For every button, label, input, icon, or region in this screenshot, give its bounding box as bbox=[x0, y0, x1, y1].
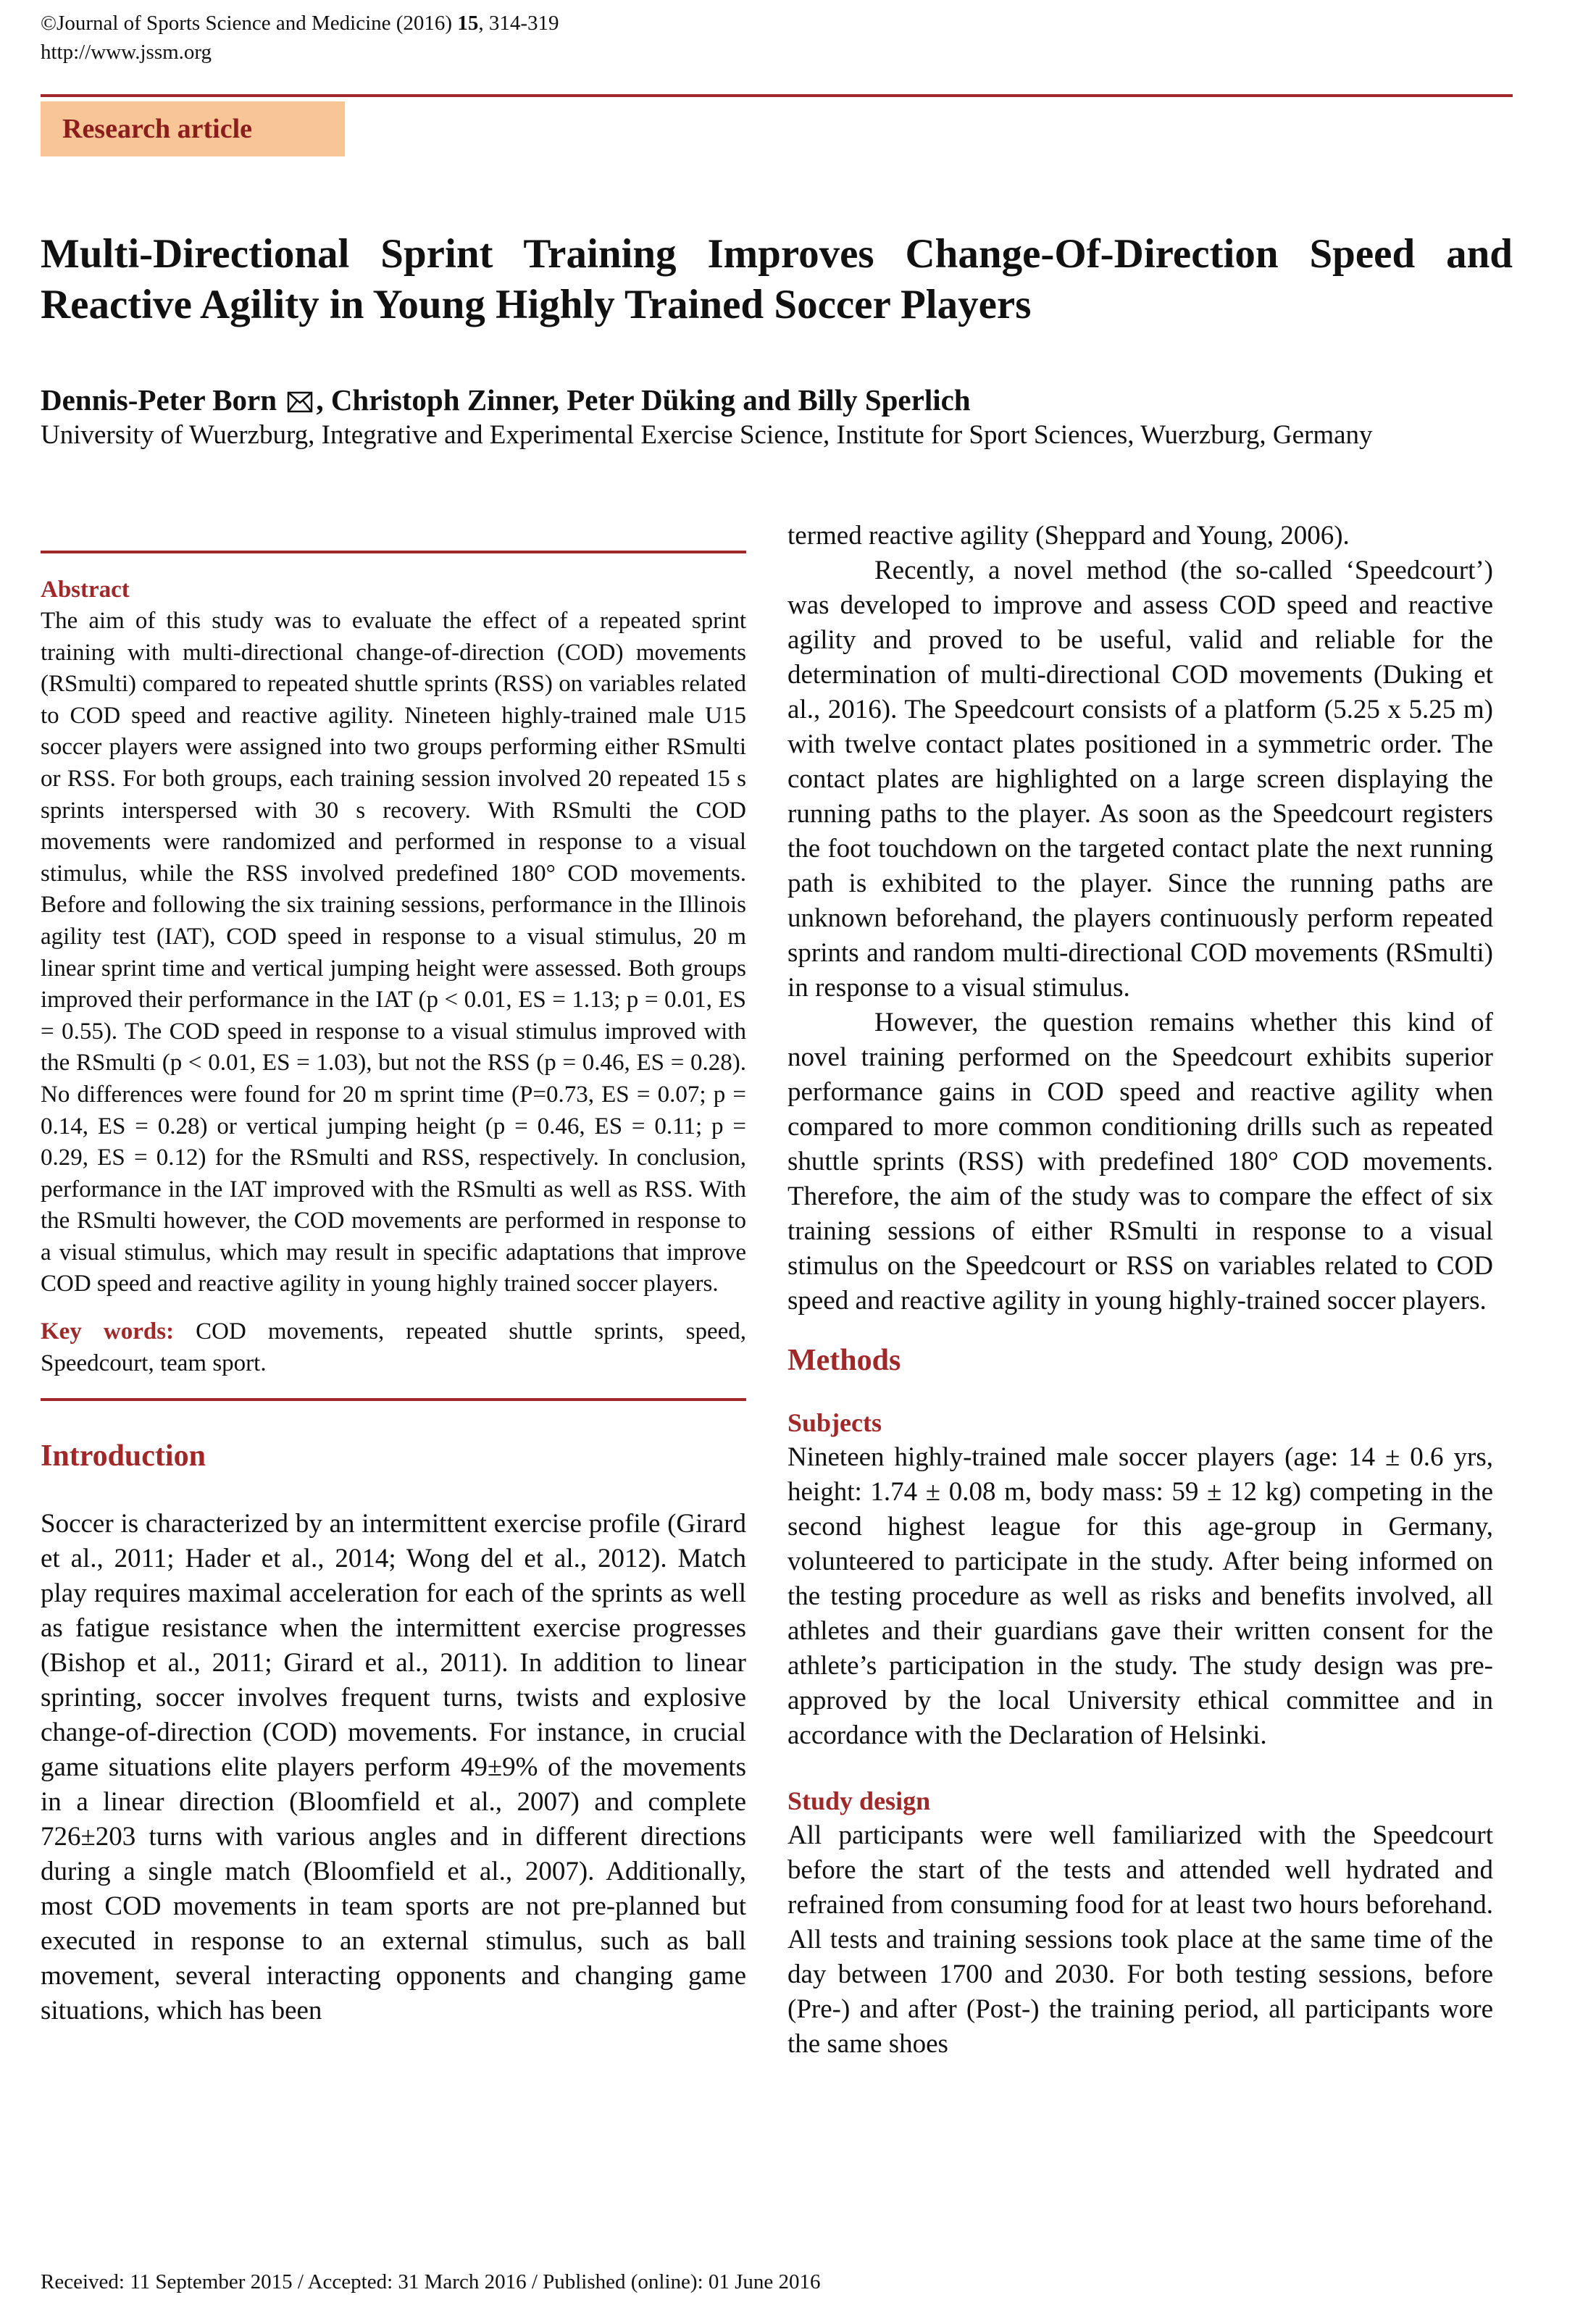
co-authors: , Christoph Zinner, Peter Düking and Billy Sperlich bbox=[316, 383, 971, 417]
journal-pages: , 314-319 bbox=[478, 12, 559, 35]
header-rule bbox=[41, 94, 1513, 97]
introduction-paragraph-3: However, the question remains whether this kind of novel training performed on the Speedcourt exhibits superior performance gains in COD speed and reactive agility when compared to more common conditioning drills such as repeated shuttle sprints (RSS) with predefined 180° COD movements. Therefore, the aim of the study was to compare the effect of six training sessions of either RSmulti in response to a visual stimulus on the Speedcourt or RSS on variables related to COD speed and reactive agility in young highly-trained soccer players. bbox=[787, 1008, 1493, 1316]
introduction-paragraph-2: Recently, a novel method (the so-called ‘Speedcourt’) was developed to improve and assess COD speed and reactive agility and proved to be useful, valid and reliable for the determination of multi-directional COD movements (Duking et al., 2016). The Speedcourt consists of a platform (5.25 x 5.25 m) with twelve contact plates positioned in a symmetric order. The contact plates are highlighted on a large screen displaying the running paths to the player. As soon as the Speedcourt registers the foot touchdown on the targeted contact plate the next running path is exhibited to the player. Since the running paths are unknown beforehand, the players continuously perform repeated sprints and random multi-directional COD movements (RSmulti) in response to a visual stimulus. bbox=[787, 556, 1493, 1003]
corresponding-author: Dennis-Peter Born bbox=[41, 383, 277, 417]
introduction-text: Soccer is characterized by an intermittent exercise profile (Girard et al., 2011; Hader et al., 2014; Wong del et al., 2012). Match play requires maximal acceleration for each of the sprints as well as fatigue resistance when the intermittent exercise progresses (Bishop et al., 2011; Girard et al., 2011). In addition to linear sprinting, soccer involves frequent turns, twists and explosive change-of-direction (COD) movements. For instance, in crucial game situations elite players perform 49±9% of the movements in a linear direction (Bloomfield et al., 2007) and complete 726±203 turns with various angles and in different directions during a single match (Bloomfield et al., 2007). Additionally, most COD movements in team sports are not pre-planned but executed in response to an external stimulus, such as ball movement, several interacting opponents and changing game situations, which has been bbox=[41, 1509, 746, 2026]
affiliation: University of Wuerzburg, Integrative and Experimental Exercise Science, Institute for Sport Sciences, Wuerzburg, Germany bbox=[41, 420, 1373, 450]
article-title: Multi-Directional Sprint Training Improves Change-Of-Direction Speed and Reactive Agility in Young Highly Trained Soccer Players bbox=[41, 231, 1513, 327]
journal-citation bbox=[41, 9, 559, 38]
introduction-continued: termed reactive agility (Sheppard and Young, 2006). bbox=[787, 521, 1350, 551]
subjects-heading: Subjects bbox=[787, 1408, 882, 1437]
abstract-heading: Abstract bbox=[41, 577, 130, 603]
publication-dates: Received: 11 September 2015 / Accepted: 31 March 2016 / Published (online): 01 June 2016 bbox=[41, 2270, 821, 2293]
right-column bbox=[787, 519, 1493, 2062]
abstract-bottom-rule bbox=[41, 1398, 746, 1401]
keywords bbox=[41, 1316, 746, 1379]
study-design-heading: Study design bbox=[787, 1786, 931, 1815]
journal-name: ©Journal of Sports Science and Medicine (2016) bbox=[41, 12, 458, 35]
methods-heading: Methods bbox=[787, 1344, 901, 1377]
introduction-heading: Introduction bbox=[41, 1439, 206, 1473]
study-design-text: All participants were well familiarized with the Speedcourt before the start of the tests and attended well hydrated and refrained from consuming food for at least two hours beforehand. All tests and training sessions took place at the same time of the day between 1700 and 2030. For both testing sessions, before (Pre-) and after (Post-) the training period, all participants wore the same shoes bbox=[787, 1820, 1493, 2059]
article-type-label: Research article bbox=[41, 101, 345, 156]
keywords-label: Key words: bbox=[41, 1318, 175, 1345]
keywords-list: COD movements, repeated shuttle sprints, speed, Speedcourt, team sport. bbox=[41, 1318, 746, 1376]
author-list bbox=[41, 380, 971, 423]
abstract-top-rule bbox=[41, 551, 746, 553]
left-column bbox=[41, 551, 746, 2028]
subjects-text: Nineteen highly-trained male soccer players (age: 14 ± 0.6 yrs, height: 1.74 ± 0.08 m, body mass: 59 ± 12 kg) competing in the second highest league for this age-group in Germany, volunteered to participate in the study. After being informed on the testing procedure as well as risks and benefits involved, all athletes and their guardians gave their written consent for the athlete’s participation in the study. The study design was pre-approved by the local University ethical committee and in accordance with the Declaration of Helsinki. bbox=[787, 1442, 1493, 1750]
abstract-text: The aim of this study was to evaluate the effect of a repeated sprint training with multi-directional change-of-direction (COD) movements (RSmulti) compared to repeated shuttle sprints (RSS) on variables related to COD speed and reactive agility. Nineteen highly-trained male U15 soccer players were assigned into two groups performing either RSmulti or RSS. For both groups, each training session involved 20 repeated 15 s sprints interspersed with 30 s recovery. With RSmulti the COD movements were randomized and performed in response to a visual stimulus, while the RSS involved predefined 180° COD movements. Before and following the six training sessions, performance in the Illinois agility test (IAT), COD speed in response to a visual stimulus, 20 m linear sprint time and vertical jumping height were assessed. Both groups improved their performance in the IAT (p < 0.01, ES = 1.13; p = 0.01, ES = 0.55). The COD speed in response to a visual stimulus improved with the RSmulti (p < 0.01, ES = 1.03), but not the RSS (p = 0.46, ES = 0.28). No differences were found for 20 m sprint time (P=0.73, ES = 0.07; p = 0.14, ES = 0.28) or vertical jumping height (p = 0.46, ES = 0.11; p = 0.29, ES = 0.12) for the RSmulti and RSS, respectively. In conclusion, performance in the IAT improved with the RSmulti as well as RSS. With the RSmulti however, the COD movements are performed in response to a visual stimulus, which may result in specific adaptations that improve COD speed and reactive agility in young highly trained soccer players. bbox=[41, 608, 746, 1297]
journal-url[interactable]: http://www.jssm.org bbox=[41, 41, 212, 64]
journal-volume: 15 bbox=[457, 12, 479, 35]
